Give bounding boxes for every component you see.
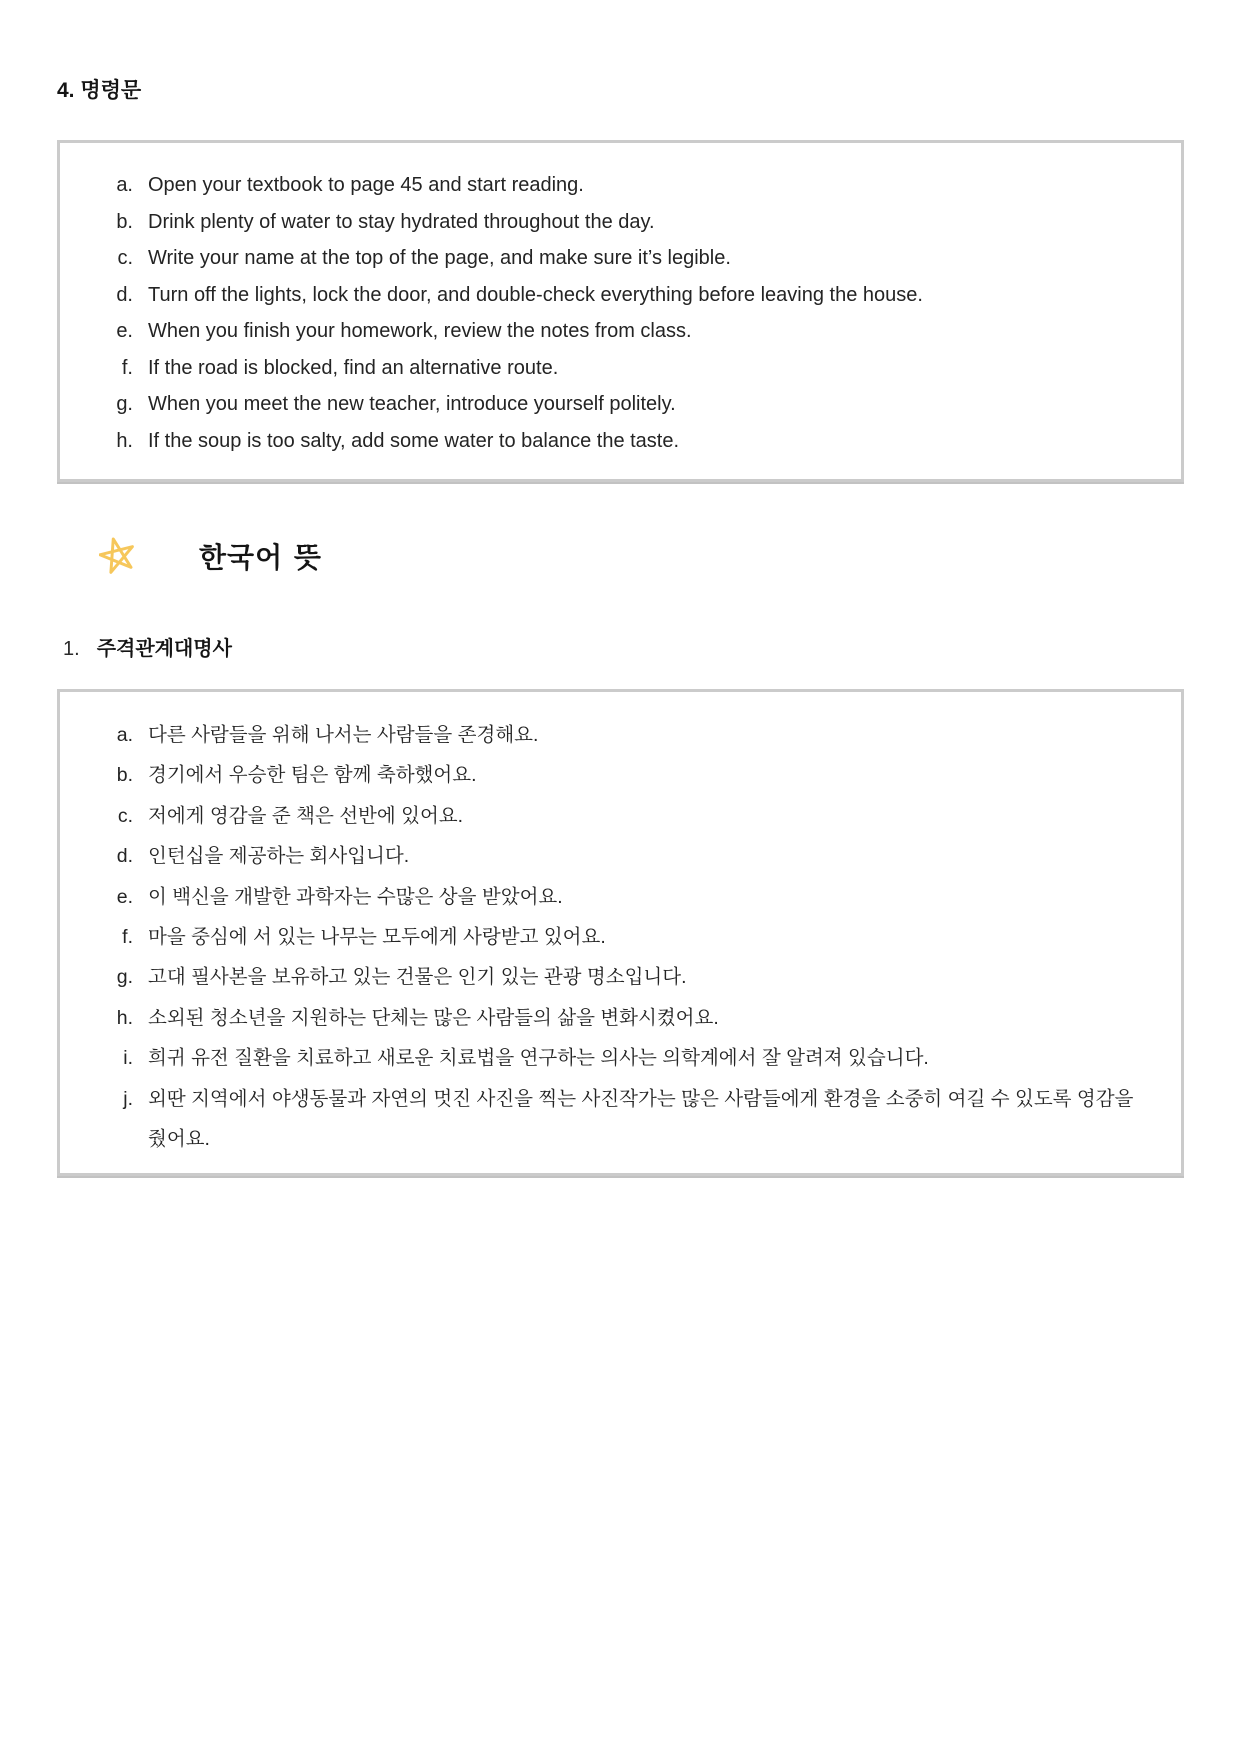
- list-item: [60, 917, 1155, 957]
- item-text: 저에게 영감을 준 책은 선반에 있어요.: [148, 804, 464, 827]
- item-marker: h.: [116, 429, 133, 452]
- item-marker: e.: [116, 320, 133, 342]
- subsection-title: 주격관계대명사: [96, 638, 232, 660]
- item-text: 인턴십을 제공하는 회사입니다.: [148, 845, 410, 868]
- list-item: [60, 1038, 1155, 1078]
- item-text: When you finish your homework, review the notes from class.: [148, 320, 692, 342]
- list-item: [60, 755, 1155, 795]
- list-item: [60, 836, 1155, 876]
- item-marker: g.: [116, 393, 133, 415]
- item-marker: f.: [122, 926, 133, 949]
- item-text: 이 백신을 개발한 과학자는 수많은 상을 받았어요.: [148, 885, 563, 908]
- star-doodle-icon: [99, 533, 136, 579]
- item-text: 다른 사람들을 위해 나서는 사람들을 존경해요.: [148, 724, 539, 746]
- list-item: [60, 877, 1155, 917]
- list-item: [60, 386, 1155, 423]
- list-item: [60, 240, 1155, 277]
- item-marker: g.: [116, 966, 133, 989]
- item-marker: j.: [123, 1087, 133, 1110]
- item-text: Open your textbook to page 45 and start reading.: [148, 174, 584, 196]
- imperative-list: [60, 143, 1181, 479]
- korean-meaning-heading: 한국어 뜻: [199, 541, 322, 574]
- item-text: If the road is blocked, find an alternative route.: [148, 356, 559, 379]
- list-item: [60, 1079, 1155, 1160]
- section-heading: 4. 명령문: [57, 79, 142, 102]
- item-marker: e.: [116, 885, 133, 908]
- item-text: 희귀 유전 질환을 치료하고 새로운 치료법을 연구하는 의사는 의학계에서 잘 알려져 있습니다.: [148, 1047, 929, 1070]
- item-marker: b.: [116, 764, 133, 787]
- item-marker: f.: [121, 356, 133, 379]
- item-marker: c.: [117, 247, 133, 269]
- item-marker: a.: [116, 174, 133, 196]
- item-text: 고대 필사본을 보유하고 있는 건물은 인기 있는 관광 명소입니다.: [148, 966, 687, 989]
- korean-list: [60, 692, 1181, 1173]
- item-marker: a.: [116, 724, 133, 746]
- item-marker: d.: [116, 845, 133, 868]
- item-marker: h.: [116, 1006, 133, 1029]
- imperative-sentences-box: [57, 140, 1184, 482]
- list-item: [60, 277, 1155, 314]
- list-item: [60, 957, 1155, 997]
- item-marker: d.: [116, 283, 133, 306]
- item-text: 마을 중심에 서 있는 나무는 모두에게 사랑받고 있어요.: [148, 926, 606, 949]
- item-marker: b.: [116, 210, 133, 233]
- item-text: 외딴 지역에서 야생동물과 자연의 멋진 사진을 찍는 사진작가는 많은 사람들에게 환경을 소중히 여길 수 있도록 영감을 줬어요.: [148, 1087, 1134, 1151]
- list-item: [60, 715, 1155, 755]
- list-item: [60, 796, 1155, 836]
- item-text: When you meet the new teacher, introduce yourself politely.: [148, 393, 676, 415]
- subsection-number: 1.: [63, 638, 80, 660]
- korean-meaning-box: [57, 689, 1184, 1176]
- item-text: If the soup is too salty, add some water to balance the taste.: [148, 429, 680, 452]
- list-item: [60, 423, 1155, 460]
- list-item: [60, 204, 1155, 241]
- list-item: [60, 313, 1155, 350]
- list-item: [60, 998, 1155, 1038]
- item-text: Drink plenty of water to stay hydrated throughout the day.: [148, 210, 655, 233]
- item-text: 소외된 청소년을 지원하는 단체는 많은 사람들의 삶을 변화시켰어요.: [148, 1006, 719, 1029]
- item-marker: c.: [117, 804, 133, 827]
- korean-meaning-header: [99, 532, 1241, 580]
- list-item: [60, 350, 1155, 387]
- item-text: Write your name at the top of the page, and make sure it’s legible.: [148, 247, 731, 269]
- item-marker: i.: [123, 1047, 133, 1070]
- subsection-heading: [63, 636, 1184, 662]
- item-text: 경기에서 우승한 팀은 함께 축하했어요.: [148, 764, 477, 787]
- item-text: Turn off the lights, lock the door, and double-check everything before leaving the house.: [148, 283, 923, 306]
- list-item: [60, 167, 1155, 204]
